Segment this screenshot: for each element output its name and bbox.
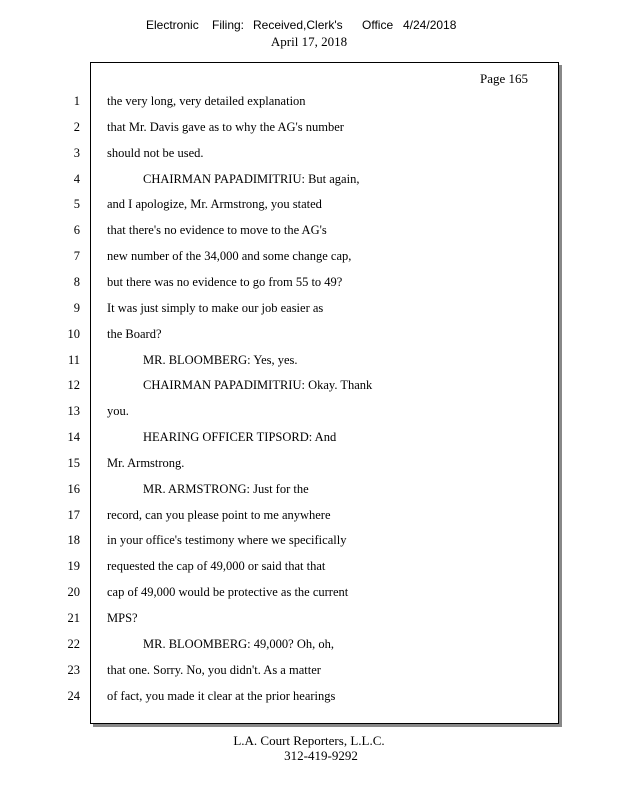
line-text: MR. ARMSTRONG: Just for the (143, 482, 309, 496)
line-number: 18 (67, 533, 80, 547)
line-text: cap of 49,000 would be protective as the current (107, 585, 349, 599)
line-number: 7 (73, 249, 80, 263)
page-number: Page 165 (480, 71, 529, 86)
line-text: of fact, you made it clear at the prior hearings (107, 689, 336, 703)
line-number: 13 (67, 404, 80, 418)
line-text: you. (107, 404, 129, 418)
footer-phone: 312-419-9292 (284, 748, 358, 763)
transcript-page (90, 62, 559, 724)
line-text: CHAIRMAN PAPADIMITRIU: But again, (143, 172, 360, 186)
line-number: 23 (67, 663, 80, 677)
line-number: 8 (73, 275, 80, 289)
line-number: 1 (73, 94, 80, 108)
line-number: 21 (67, 611, 80, 625)
line-text: should not be used. (107, 146, 204, 160)
line-text: MR. BLOOMBERG: Yes, yes. (143, 353, 298, 367)
line-number: 16 (67, 482, 80, 496)
line-text: MPS? (107, 611, 138, 625)
line-text: HEARING OFFICER TIPSORD: And (143, 430, 337, 444)
line-number: 22 (67, 637, 80, 651)
line-number: 2 (73, 120, 80, 134)
line-text: that Mr. Davis gave as to why the AG's number (107, 120, 344, 134)
filing-word-received: Received,Clerk's (253, 18, 343, 32)
line-number: 3 (73, 146, 80, 160)
line-text: MR. BLOOMBERG: 49,000? Oh, oh, (143, 637, 334, 651)
filing-word-electronic: Electronic (146, 18, 199, 32)
line-number: 9 (73, 301, 80, 315)
filing-word-office: Office (362, 18, 394, 32)
line-number: 11 (67, 353, 80, 367)
line-text: and I apologize, Mr. Armstrong, you stated (107, 197, 322, 211)
line-text: record, can you please point to me anywhere (107, 508, 331, 522)
line-number: 6 (73, 223, 80, 237)
filing-word-filing: Filing: (212, 18, 245, 32)
filing-date: 4/24/2018 (403, 18, 457, 32)
line-text: that one. Sorry. No, you didn't. As a matter (107, 663, 321, 677)
line-number: 19 (67, 559, 80, 573)
line-text: but there was no evidence to go from 55 to 49? (107, 275, 343, 289)
line-number: 17 (67, 508, 80, 522)
line-text: It was just simply to make our job easier as (107, 301, 324, 315)
line-number: 10 (67, 327, 80, 341)
line-number: 14 (67, 430, 80, 444)
line-text: in your office's testimony where we specifically (107, 533, 347, 547)
footer-company: L.A. Court Reporters, L.L.C. (233, 733, 385, 748)
line-number: 5 (73, 197, 80, 211)
line-text: CHAIRMAN PAPADIMITRIU: Okay. Thank (143, 378, 373, 392)
line-text: the Board? (107, 327, 162, 341)
line-number: 24 (67, 689, 80, 703)
line-number: 12 (67, 378, 80, 392)
line-number: 4 (73, 172, 80, 186)
line-text: new number of the 34,000 and some change cap, (107, 249, 352, 263)
line-text: the very long, very detailed explanation (107, 94, 306, 108)
hearing-date: April 17, 2018 (270, 34, 348, 49)
line-text: Mr. Armstrong. (107, 456, 185, 470)
line-number: 20 (67, 585, 80, 599)
line-number: 15 (67, 456, 80, 470)
line-text: requested the cap of 49,000 or said that that (107, 559, 326, 573)
line-text: that there's no evidence to move to the AG's (107, 223, 327, 237)
